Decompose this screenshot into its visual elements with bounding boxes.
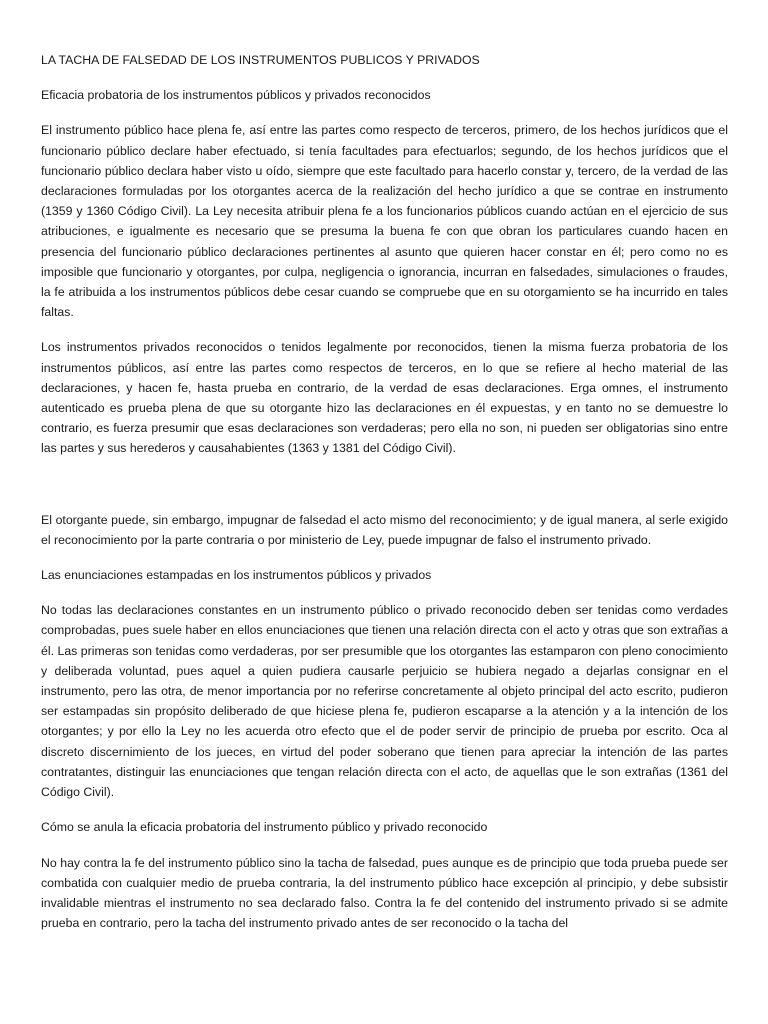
section-heading-enunciaciones: Las enunciaciones estampadas en los instrumentos públicos y privados	[41, 568, 432, 583]
blank-gap	[41, 474, 728, 510]
paragraph-tacha-falsedad: No hay contra la fe del instrumento público sino la tacha de falsedad, pues aunque es de principio que toda prueba puede ser combatida con cualquier medio de prueba contraria, la del instrumento público hace excepción al principio, y debe subsistir invalidable mientras el instrumento no sea declarado falso. Contra la fe del contenido del instrumento privado si se admite prueba en contrario, pero la tacha del instrumento privado antes de ser reconocido o la tacha del	[41, 855, 728, 931]
document-title: LA TACHA DE FALSEDAD DE LOS INSTRUMENTOS PUBLICOS Y PRIVADOS	[41, 53, 480, 67]
paragraph-otorgante: El otorgante puede, sin embargo, impugnar de falsedad el acto mismo del reconocimiento; y de igual manera, al serle exigido el reconocimiento por la parte contraria o por ministerio de Ley, puede impugnar de falso el instrumento privado.	[41, 512, 728, 547]
paragraph-enunciaciones: No todas las declaraciones constantes en un instrumento público o privado reconocido deben ser tenidas como verdades comprobadas, pues suele haber en ellos enunciaciones que tienen una relación directa con el acto y otras que son extrañas a él. Las primeras son tenidas como verdaderas, por ser presumible que los otorgantes las estamparon con pleno conocimiento y deliberada voluntad, pues aquel a quien pudiera causarle perjuicio se hubiera negado a dejarlas consignar en el instrumento, pero las otra, de menor importancia por no referirse concretamente al objeto principal del acto escrito, pudieron ser estampadas sin propósito deliberado de que hiciese plena fe, pudieron escaparse a la atención y a la intención de los otorgantes; y por ello la Ley no les acuerda otro efecto que el de poder servir de principio de prueba por escrito. Oca al discreto discernimiento de los jueces, en virtud del poder soberano que tienen para apreciar la intención de las partes contratantes, distinguir las enunciaciones que tengan relación directa con el acto, de aquellas que le son extrañas (1361 del Código Civil).	[41, 603, 728, 800]
paragraph-instrumento-publico: El instrumento público hace plena fe, así entre las partes como respecto de terceros, primero, de los hechos jurídicos que el funcionario público declare haber efectuado, si tenía facultades para efectuarlos; segundo, de los hechos jurídicos que el funcionario público declara haber visto u oído, siempre que este facultado para hacerlo constar y, tercero, de la verdad de las declaraciones formuladas por los otorgantes acerca de la realización del hecho jurídico a que se contrae en instrumento (1359 y 1360 Código Civil). La Ley necesita atribuir plena fe a los funcionarios públicos cuando actúan en el ejercicio de sus atribuciones, e igualmente es necesario que se presuma la buena fe con que obran los particulares cuando hacen en presencia del funcionario público declaraciones pertinentes al asunto que quieren hacer constar en él; pero como no es imposible que funcionario y otorgantes, por culpa, negligencia o ignorancia, incurran en falsedades, simulaciones o fraudes, la fe atribuida a los instrumentos públicos debe cesar cuando se compruebe que en su otorgamiento se ha incurrido en tales faltas.	[41, 123, 728, 320]
section-heading-eficacia: Eficacia probatoria de los instrumentos públicos y privados reconocidos	[41, 88, 431, 103]
document-page	[41, 50, 728, 948]
paragraph-instrumentos-privados: Los instrumentos privados reconocidos o tenidos legalmente por reconocidos, tienen la misma fuerza probatoria de los instrumentos públicos, así entre las partes como respectos de terceros, en lo que se refiere al hecho material de las declaraciones, y hacen fe, hasta prueba en contrario, de la verdad de esas declaraciones. Erga omnes, el instrumento autenticado es prueba plena de que su otorgante hizo las declaraciones en él expuestas, y en tanto no se demuestre lo contrario, es fuerza presumir que esas declaraciones son verdaderas; pero ella no son, ni pueden ser obligatorias sino entre las partes y sus herederos y causahabientes (1363 y 1381 del Código Civil).	[41, 340, 728, 456]
section-heading-anulacion: Cómo se anula la eficacia probatoria del instrumento público y privado reconocido	[41, 820, 488, 835]
